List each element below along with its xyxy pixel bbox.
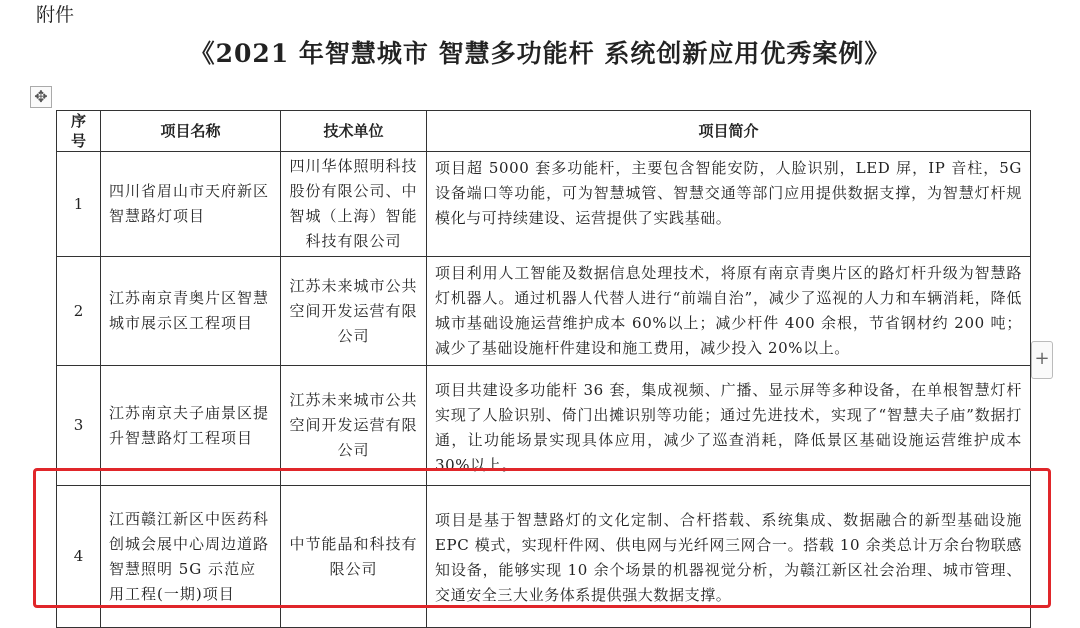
project-name: 江苏南京夫子庙景区提升智慧路灯工程项目	[101, 366, 281, 486]
tech-unit: 江苏未来城市公共空间开发运营有限公司	[281, 257, 427, 366]
project-desc: 项目超 5000 套多功能杆，主要包含智能安防，人脸识别，LED 屏，IP 音柱，5G 设备端口等功能，可为智慧城管、智慧交通等部门应用提供数据支撑，为智慧灯杆规模化与可持续建设、运营提供了实践基础。	[427, 152, 1031, 257]
header-name: 项目名称	[101, 111, 281, 152]
tech-unit: 中节能晶和科技有限公司	[281, 486, 427, 628]
header-unit: 技术单位	[281, 111, 427, 152]
table-move-handle-icon[interactable]: ✥	[30, 86, 52, 108]
project-name: 四川省眉山市天府新区智慧路灯项目	[101, 152, 281, 257]
header-desc: 项目简介	[427, 111, 1031, 152]
project-desc: 项目是基于智慧路灯的文化定制、合杆搭载、系统集成、数据融合的新型基础设施 EPC 模式，实现杆件网、供电网与光纤网三网合一。搭载 10 余类总计万余台物联感知设备，能够实现 10 余个场景的机器视觉分析，为赣江新区社会治理、城市管理、交通安全三大业务体系提供强大数据支撑。	[427, 486, 1031, 628]
project-desc: 项目共建设多功能杆 36 套，集成视频、广播、显示屏等多种设备，在单根智慧灯杆实现了人脸识别、倚门出摊识别等功能；通过先进技术，实现了“智慧夫子庙”数据打通，让功能场景实现具体应用，减少了巡查消耗，降低景区基础设施运营维护成本 30%以上。	[427, 366, 1031, 486]
table-row	[57, 486, 1031, 628]
project-name: 江西赣江新区中医药科创城会展中心周边道路智慧照明 5G 示范应用工程(一期)项目	[101, 486, 281, 628]
row-no: 2	[57, 257, 101, 366]
tech-unit: 四川华体照明科技股份有限公司、中智城（上海）智能科技有限公司	[281, 152, 427, 257]
header-no: 序号	[57, 111, 101, 152]
case-table	[56, 110, 1031, 628]
add-row-button[interactable]: +	[1031, 341, 1053, 379]
project-name: 江苏南京青奥片区智慧城市展示区工程项目	[101, 257, 281, 366]
attachment-label: 附件	[36, 4, 75, 26]
project-desc: 项目利用人工智能及数据信息处理技术，将原有南京青奥片区的路灯杆升级为智慧路灯机器人。通过机器人代替人进行“前端自治”，减少了巡视的人力和车辆消耗，降低城市基础设施运营维护成本 60%以上；减少杆件 400 余根，节省钢材约 200 吨；减少了基础设施杆件建设和施工费用，减少投入 20%以上。	[427, 257, 1031, 366]
row-no: 4	[57, 486, 101, 628]
table-row	[57, 152, 1031, 257]
table-row	[57, 366, 1031, 486]
row-no: 1	[57, 152, 101, 257]
document-title: 《2021 年智慧城市 智慧多功能杆 系统创新应用优秀案例》	[189, 39, 891, 68]
tech-unit: 江苏未来城市公共空间开发运营有限公司	[281, 366, 427, 486]
row-no: 3	[57, 366, 101, 486]
table-row	[57, 257, 1031, 366]
